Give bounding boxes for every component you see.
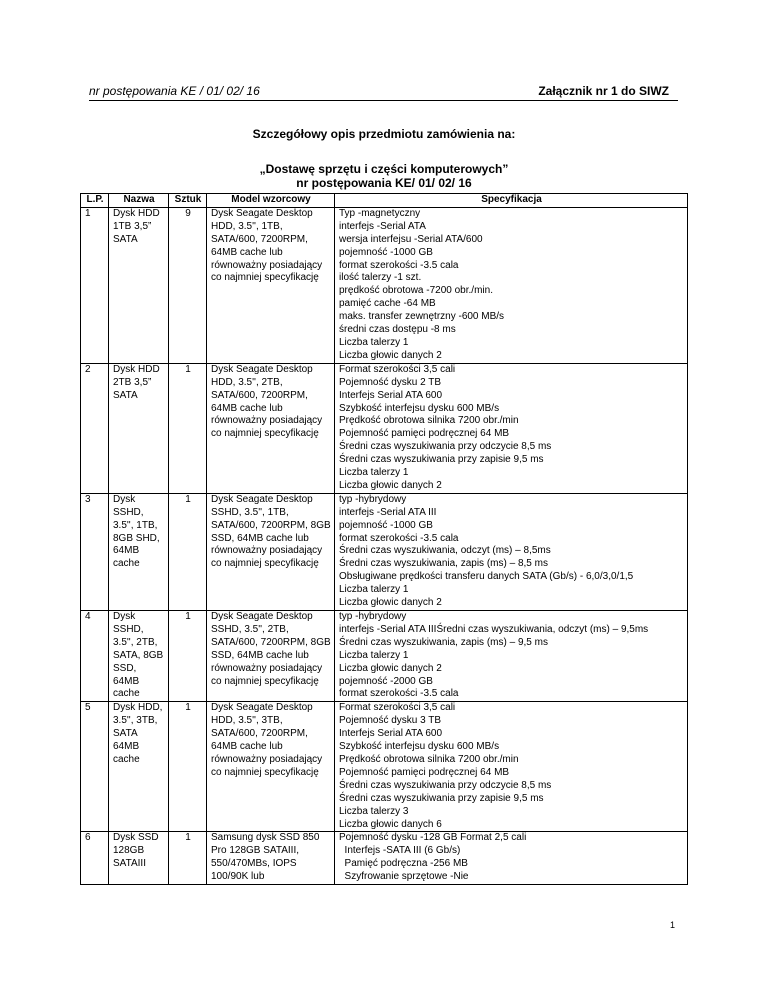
table-row xyxy=(81,493,688,610)
spec-line: prędkość obrotowa -7200 obr./min. xyxy=(339,285,493,297)
spec-line: maks. transfer zewnętrzny -600 MB/s xyxy=(339,311,505,323)
spec-line: Interfejs Serial ATA 600 xyxy=(339,389,443,401)
spec-line: Interfejs -SATA III (6 Gb/s) xyxy=(339,845,461,857)
spec-line: Liczba talerzy 1 xyxy=(339,336,409,348)
cell-name-text: Dysk HDD, 3.5'', 3TB, SATA 64MB cache xyxy=(113,702,163,765)
cell-quantity-text: 1 xyxy=(185,702,191,714)
cell-lp xyxy=(81,702,109,832)
spec-line: interfejs -Serial ATA xyxy=(339,220,426,232)
cell-name xyxy=(109,702,169,832)
spec-line: interfejs -Serial ATA IIIŚredni czas wyszukiwania, odczyt (ms) – 9,5ms xyxy=(339,623,649,635)
table-header-row xyxy=(81,194,688,208)
attachment-label: Załącznik nr 1 do SIWZ xyxy=(538,84,669,98)
spec-line: Średni czas wyszukiwania, zapis (ms) – 9,5 ms xyxy=(339,636,548,648)
spec-line: Pojemność pamięci podręcznej 64 MB xyxy=(339,428,510,440)
spec-line: Średni czas wyszukiwania przy odczycie 8,5 ms xyxy=(339,779,552,791)
spec-line: Liczba talerzy 1 xyxy=(339,467,409,479)
spec-line: Średni czas wyszukiwania przy zapisie 9,5 ms xyxy=(339,454,544,466)
subject-line: „Dostawę sprzętu i części komputerowych” xyxy=(259,162,509,176)
cell-quantity-text: 9 xyxy=(185,207,191,219)
specification-table xyxy=(80,193,688,885)
col-header-name: Nazwa xyxy=(109,194,169,208)
cell-quantity-text: 1 xyxy=(185,611,191,622)
spec-line: Szybkość interfejsu dysku 600 MB/s xyxy=(339,402,500,414)
document-subtitle xyxy=(0,162,768,190)
spec-line: interfejs -Serial ATA III xyxy=(339,506,437,518)
cell-quantity xyxy=(169,363,207,493)
spec-line: Pojemność dysku 3 TB xyxy=(339,715,442,727)
table-row xyxy=(81,611,688,702)
spec-line: Pamięć podręczna -256 MB xyxy=(339,858,468,870)
spec-line: Liczba głowic danych 2 xyxy=(339,349,442,361)
cell-name-text: Dysk HDD 1TB 3,5” SATA xyxy=(113,207,160,245)
cell-spec xyxy=(335,611,688,702)
spec-line: format szerokości -3.5 cala xyxy=(339,688,459,700)
col-header-model: Model wzorcowy xyxy=(207,194,335,208)
cell-lp-text: 4 xyxy=(85,611,91,622)
cell-quantity xyxy=(169,611,207,702)
spec-line: Szybkość interfejsu dysku 600 MB/s xyxy=(339,741,500,753)
spec-line: Średni czas wyszukiwania przy zapisie 9,5 ms xyxy=(339,792,544,804)
cell-name xyxy=(109,493,169,610)
table-row xyxy=(81,363,688,493)
spec-line: pamięć cache -64 MB xyxy=(339,298,436,310)
spec-line: pojemność -1000 GB xyxy=(339,246,433,258)
cell-spec xyxy=(335,207,688,363)
spec-line: średni czas dostępu -8 ms xyxy=(339,324,456,336)
spec-line: format szerokości -3.5 cala xyxy=(339,532,459,544)
cell-lp xyxy=(81,611,109,702)
cell-model-text: Dysk Seagate Desktop HDD, 3.5'', 1TB, SATA/600, 7200RPM, 64MB cache lub równoważny posiadający co najmniej specyfikację xyxy=(211,207,323,284)
spec-line: Pojemność dysku 2 TB xyxy=(339,376,442,388)
spec-line: Średni czas wyszukiwania przy odczycie 8,5 ms xyxy=(339,441,552,453)
spec-line: pojemność -1000 GB xyxy=(339,519,433,531)
spec-line: pojemność -2000 GB xyxy=(339,675,433,687)
cell-name-text: Dysk SSD 128GB SATAIII xyxy=(113,832,159,870)
cell-quantity-text: 1 xyxy=(185,363,191,375)
page-number: 1 xyxy=(670,920,676,930)
spec-line: typ -hybrydowy xyxy=(339,611,407,622)
spec-line: Prędkość obrotowa silnika 7200 obr./min xyxy=(339,753,519,765)
cell-lp-text: 2 xyxy=(85,363,91,375)
cell-name-text: Dysk SSHD, 3.5'', 2TB, SATA, 8GB SSD, 64MB cache xyxy=(113,611,164,700)
spec-line: Liczba talerzy 3 xyxy=(339,805,409,817)
cell-spec xyxy=(335,702,688,832)
col-header-lp: L.P. xyxy=(81,194,109,208)
cell-quantity-text: 1 xyxy=(185,493,191,505)
cell-model-text: Dysk Seagate Desktop SSHD, 3.5'', 1TB, SATA/600, 7200RPM, 8GB SSD, 64MB cache lub równoważny posiadający co najmniej specyfikację xyxy=(211,493,331,570)
cell-model xyxy=(207,207,335,363)
cell-model xyxy=(207,832,335,885)
cell-lp-text: 6 xyxy=(85,832,91,844)
cell-model-text: Dysk Seagate Desktop SSHD, 3.5'', 2TB, SATA/600, 7200RPM, 8GB SSD, 64MB cache lub równoważny posiadający co najmniej specyfikację xyxy=(211,611,331,687)
cell-name-text: Dysk SSHD, 3.5'', 1TB, 8GB SHD, 64MB cache xyxy=(113,493,160,570)
col-header-spec: Specyfikacja xyxy=(335,194,688,208)
cell-model-text: Samsung dysk SSD 850 Pro 128GB SATAIII, 550/470MBs, IOPS 100/90K lub xyxy=(211,832,320,883)
cell-lp xyxy=(81,832,109,885)
spec-line: Liczba głowic danych 2 xyxy=(339,597,442,609)
cell-lp xyxy=(81,363,109,493)
spec-line: Typ -magnetyczny xyxy=(339,207,421,219)
spec-line: Liczba głowic danych 2 xyxy=(339,662,442,674)
cell-spec xyxy=(335,363,688,493)
spec-line: Obsługiwane prędkości transferu danych SATA (Gb/s) - 6,0/3,0/1,5 xyxy=(339,571,634,583)
spec-line: ilość talerzy -1 szt. xyxy=(339,272,422,284)
cell-spec xyxy=(335,832,688,885)
cell-quantity-text: 1 xyxy=(185,832,191,844)
cell-name xyxy=(109,363,169,493)
spec-line: Średni czas wyszukiwania, odczyt (ms) – 8,5ms xyxy=(339,545,551,557)
table-row xyxy=(81,832,688,885)
cell-quantity xyxy=(169,493,207,610)
cell-quantity xyxy=(169,207,207,363)
cell-name xyxy=(109,207,169,363)
spec-line: Prędkość obrotowa silnika 7200 obr./min xyxy=(339,415,519,427)
table-row xyxy=(81,702,688,832)
spec-line: wersja interfejsu -Serial ATA/600 xyxy=(339,233,483,245)
spec-line: Średni czas wyszukiwania, zapis (ms) – 8,5 ms xyxy=(339,558,548,570)
table-row xyxy=(81,207,688,363)
cell-model xyxy=(207,363,335,493)
cell-model xyxy=(207,493,335,610)
spec-line: format szerokości -3.5 cala xyxy=(339,259,459,271)
spec-line: Format szerokości 3,5 cali xyxy=(339,702,456,714)
cell-quantity xyxy=(169,832,207,885)
spec-line: Liczba głowic danych 2 xyxy=(339,479,442,491)
tender-number-line: nr postępowania KE/ 01/ 02/ 16 xyxy=(296,176,472,190)
cell-name-text: Dysk HDD 2TB 3,5” SATA xyxy=(113,363,160,401)
cell-name xyxy=(109,611,169,702)
tender-number: nr postępowania KE / 01/ 02/ 16 xyxy=(89,84,260,98)
spec-line: typ -hybrydowy xyxy=(339,493,407,505)
cell-model xyxy=(207,611,335,702)
cell-model-text: Dysk Seagate Desktop HDD, 3.5'', 2TB, SATA/600, 7200RPM, 64MB cache lub równoważny posiadający co najmniej specyfikację xyxy=(211,363,323,440)
cell-model-text: Dysk Seagate Desktop HDD, 3.5'', 3TB, SATA/600, 7200RPM, 64MB cache lub równoważny posiadający co najmniej specyfikację xyxy=(211,702,323,778)
spec-line: Liczba talerzy 1 xyxy=(339,649,409,661)
cell-quantity xyxy=(169,702,207,832)
cell-lp-text: 1 xyxy=(85,207,91,219)
cell-lp-text: 5 xyxy=(85,702,91,714)
cell-model xyxy=(207,702,335,832)
spec-line: Szyfrowanie sprzętowe -Nie xyxy=(339,871,469,883)
spec-line: Format szerokości 3,5 cali xyxy=(339,363,456,375)
spec-line: Interfejs Serial ATA 600 xyxy=(339,728,443,740)
document-title: Szczegółowy opis przedmiotu zamówienia na: xyxy=(252,127,516,141)
page-header xyxy=(89,82,678,101)
spec-line: Pojemność dysku -128 GB Format 2,5 cali xyxy=(339,832,527,844)
cell-spec xyxy=(335,493,688,610)
cell-lp xyxy=(81,493,109,610)
cell-lp xyxy=(81,207,109,363)
cell-lp-text: 3 xyxy=(85,493,91,505)
spec-line: Pojemność pamięci podręcznej 64 MB xyxy=(339,766,510,778)
col-header-quantity: Sztuk xyxy=(169,194,207,208)
spec-line: Liczba głowic danych 6 xyxy=(339,818,442,830)
spec-line: Liczba talerzy 1 xyxy=(339,584,409,596)
cell-name xyxy=(109,832,169,885)
